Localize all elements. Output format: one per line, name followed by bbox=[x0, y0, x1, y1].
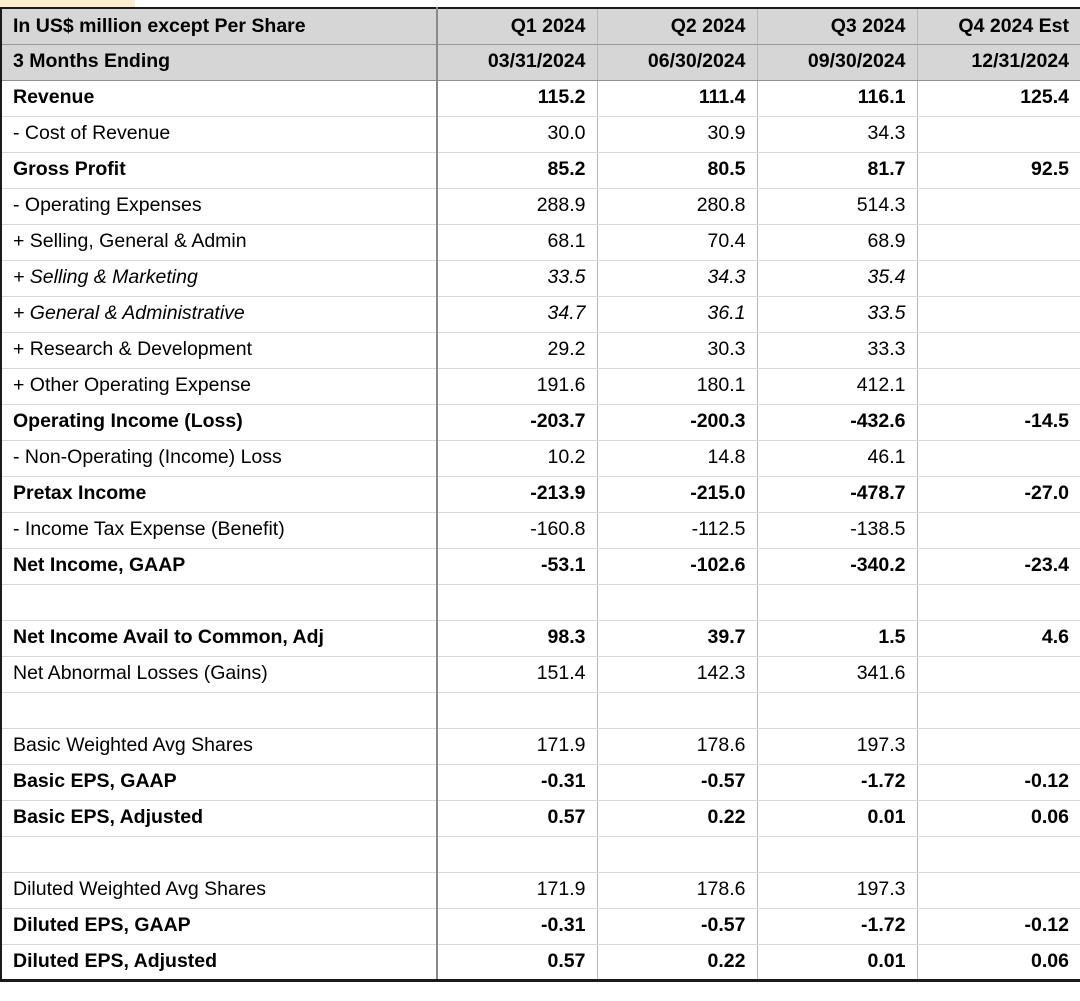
cell-value bbox=[917, 440, 1080, 476]
table-row bbox=[1, 764, 1080, 800]
row-label: Diluted EPS, Adjusted bbox=[1, 944, 437, 980]
table-row bbox=[1, 872, 1080, 908]
row-label: Revenue bbox=[1, 80, 437, 116]
cell-value: 514.3 bbox=[757, 188, 917, 224]
cell-value: -53.1 bbox=[437, 548, 597, 584]
cell-value: 0.57 bbox=[437, 800, 597, 836]
cell-value: 280.8 bbox=[597, 188, 757, 224]
cell-value bbox=[437, 836, 597, 872]
row-label: + Selling & Marketing bbox=[1, 260, 437, 296]
cell-value: 80.5 bbox=[597, 152, 757, 188]
column-header-q4-est: Q4 2024 Est bbox=[917, 8, 1080, 44]
cell-value: 178.6 bbox=[597, 728, 757, 764]
cell-value bbox=[917, 116, 1080, 152]
cell-value bbox=[917, 332, 1080, 368]
cell-value bbox=[757, 692, 917, 728]
row-label: Basic EPS, Adjusted bbox=[1, 800, 437, 836]
cell-value: -1.72 bbox=[757, 764, 917, 800]
row-label: Diluted EPS, GAAP bbox=[1, 908, 437, 944]
cell-value: 30.0 bbox=[437, 116, 597, 152]
cell-value: 115.2 bbox=[437, 80, 597, 116]
cell-value: 68.9 bbox=[757, 224, 917, 260]
row-label bbox=[1, 584, 437, 620]
cell-value: 85.2 bbox=[437, 152, 597, 188]
table-row bbox=[1, 440, 1080, 476]
table-spacer-row bbox=[1, 584, 1080, 620]
cell-value: 33.3 bbox=[757, 332, 917, 368]
table-row bbox=[1, 116, 1080, 152]
cell-value bbox=[917, 260, 1080, 296]
cell-value: 34.7 bbox=[437, 296, 597, 332]
cell-value: 0.06 bbox=[917, 944, 1080, 980]
row-label: - Non-Operating (Income) Loss bbox=[1, 440, 437, 476]
cell-value: 341.6 bbox=[757, 656, 917, 692]
units-label: In US$ million except Per Share bbox=[1, 8, 437, 44]
row-label: Gross Profit bbox=[1, 152, 437, 188]
cell-value bbox=[597, 584, 757, 620]
cell-value bbox=[917, 224, 1080, 260]
cell-value: -102.6 bbox=[597, 548, 757, 584]
cell-value bbox=[757, 836, 917, 872]
table-row bbox=[1, 188, 1080, 224]
cell-value: -138.5 bbox=[757, 512, 917, 548]
cell-value: 151.4 bbox=[437, 656, 597, 692]
row-label: Basic EPS, GAAP bbox=[1, 764, 437, 800]
cell-value: -432.6 bbox=[757, 404, 917, 440]
table-row bbox=[1, 476, 1080, 512]
row-label: - Income Tax Expense (Benefit) bbox=[1, 512, 437, 548]
cell-value: 1.5 bbox=[757, 620, 917, 656]
cell-value bbox=[917, 728, 1080, 764]
cell-value: 0.01 bbox=[757, 800, 917, 836]
period-date-q2: 06/30/2024 bbox=[597, 44, 757, 80]
cell-value: 142.3 bbox=[597, 656, 757, 692]
table-row bbox=[1, 80, 1080, 116]
cell-value: 39.7 bbox=[597, 620, 757, 656]
row-label: Diluted Weighted Avg Shares bbox=[1, 872, 437, 908]
table-row bbox=[1, 548, 1080, 584]
cell-value: 10.2 bbox=[437, 440, 597, 476]
cell-value: -0.57 bbox=[597, 908, 757, 944]
table-row bbox=[1, 296, 1080, 332]
cell-value: -23.4 bbox=[917, 548, 1080, 584]
table-spacer-row bbox=[1, 692, 1080, 728]
cell-value: 178.6 bbox=[597, 872, 757, 908]
cell-value: -0.12 bbox=[917, 908, 1080, 944]
cell-value: 92.5 bbox=[917, 152, 1080, 188]
cell-value: 197.3 bbox=[757, 872, 917, 908]
cell-value: 0.57 bbox=[437, 944, 597, 980]
period-date-q3: 09/30/2024 bbox=[757, 44, 917, 80]
cell-value: 36.1 bbox=[597, 296, 757, 332]
cell-value bbox=[597, 692, 757, 728]
cell-value bbox=[917, 368, 1080, 404]
cell-value: 68.1 bbox=[437, 224, 597, 260]
table-row bbox=[1, 224, 1080, 260]
cell-value: 30.3 bbox=[597, 332, 757, 368]
row-label: - Operating Expenses bbox=[1, 188, 437, 224]
cell-value bbox=[917, 188, 1080, 224]
table-body bbox=[1, 80, 1080, 980]
cell-value: 70.4 bbox=[597, 224, 757, 260]
cell-value: 4.6 bbox=[917, 620, 1080, 656]
row-label: Net Abnormal Losses (Gains) bbox=[1, 656, 437, 692]
cell-value: -215.0 bbox=[597, 476, 757, 512]
row-label: + Research & Development bbox=[1, 332, 437, 368]
table-row bbox=[1, 656, 1080, 692]
cell-value: 46.1 bbox=[757, 440, 917, 476]
header-row-period bbox=[1, 44, 1080, 80]
cell-value bbox=[917, 836, 1080, 872]
cell-value: 125.4 bbox=[917, 80, 1080, 116]
cell-value: 14.8 bbox=[597, 440, 757, 476]
cell-value: -213.9 bbox=[437, 476, 597, 512]
table-row bbox=[1, 908, 1080, 944]
cell-value: 191.6 bbox=[437, 368, 597, 404]
table-row bbox=[1, 260, 1080, 296]
table-row bbox=[1, 944, 1080, 980]
cell-value: 116.1 bbox=[757, 80, 917, 116]
cell-value: -0.12 bbox=[917, 764, 1080, 800]
table-header bbox=[1, 8, 1080, 80]
cell-value: 180.1 bbox=[597, 368, 757, 404]
cell-value bbox=[917, 692, 1080, 728]
cell-value: 30.9 bbox=[597, 116, 757, 152]
table-row bbox=[1, 368, 1080, 404]
cell-value: 111.4 bbox=[597, 80, 757, 116]
cell-value bbox=[597, 836, 757, 872]
cell-value: 197.3 bbox=[757, 728, 917, 764]
row-label: Basic Weighted Avg Shares bbox=[1, 728, 437, 764]
cell-value bbox=[437, 692, 597, 728]
period-label: 3 Months Ending bbox=[1, 44, 437, 80]
cell-value bbox=[917, 656, 1080, 692]
cell-value: 33.5 bbox=[757, 296, 917, 332]
cell-value: -200.3 bbox=[597, 404, 757, 440]
cell-value: -160.8 bbox=[437, 512, 597, 548]
cell-value: -1.72 bbox=[757, 908, 917, 944]
table-row bbox=[1, 404, 1080, 440]
cell-value: -112.5 bbox=[597, 512, 757, 548]
table-row bbox=[1, 332, 1080, 368]
period-date-q4: 12/31/2024 bbox=[917, 44, 1080, 80]
cell-value bbox=[757, 584, 917, 620]
financial-statement-table bbox=[0, 7, 1080, 982]
row-label: + General & Administrative bbox=[1, 296, 437, 332]
cell-value bbox=[437, 584, 597, 620]
cell-value: 35.4 bbox=[757, 260, 917, 296]
table-row bbox=[1, 728, 1080, 764]
cell-value: 171.9 bbox=[437, 872, 597, 908]
row-label bbox=[1, 692, 437, 728]
cell-value: 0.22 bbox=[597, 944, 757, 980]
cell-value: -0.31 bbox=[437, 764, 597, 800]
table-spacer-row bbox=[1, 836, 1080, 872]
table-row bbox=[1, 800, 1080, 836]
cell-value: -340.2 bbox=[757, 548, 917, 584]
cell-value: 34.3 bbox=[597, 260, 757, 296]
cell-value: 171.9 bbox=[437, 728, 597, 764]
header-row-title bbox=[1, 8, 1080, 44]
cell-value bbox=[917, 584, 1080, 620]
cell-value: -14.5 bbox=[917, 404, 1080, 440]
column-header-q1: Q1 2024 bbox=[437, 8, 597, 44]
cell-value: 0.01 bbox=[757, 944, 917, 980]
cell-value: 29.2 bbox=[437, 332, 597, 368]
row-label: + Other Operating Expense bbox=[1, 368, 437, 404]
cell-value bbox=[917, 872, 1080, 908]
row-label: Net Income Avail to Common, Adj bbox=[1, 620, 437, 656]
cell-value: -0.57 bbox=[597, 764, 757, 800]
row-label: Pretax Income bbox=[1, 476, 437, 512]
cell-value: 34.3 bbox=[757, 116, 917, 152]
row-label: + Selling, General & Admin bbox=[1, 224, 437, 260]
table-row bbox=[1, 620, 1080, 656]
table-row bbox=[1, 512, 1080, 548]
cell-value bbox=[917, 296, 1080, 332]
cell-value: -0.31 bbox=[437, 908, 597, 944]
cell-value: 412.1 bbox=[757, 368, 917, 404]
cell-value: -27.0 bbox=[917, 476, 1080, 512]
period-date-q1: 03/31/2024 bbox=[437, 44, 597, 80]
cell-value: 81.7 bbox=[757, 152, 917, 188]
row-label: - Cost of Revenue bbox=[1, 116, 437, 152]
column-header-q3: Q3 2024 bbox=[757, 8, 917, 44]
cell-value: 98.3 bbox=[437, 620, 597, 656]
cell-value bbox=[917, 512, 1080, 548]
table-row bbox=[1, 152, 1080, 188]
cell-value: 0.22 bbox=[597, 800, 757, 836]
cell-value: 33.5 bbox=[437, 260, 597, 296]
cell-value: 288.9 bbox=[437, 188, 597, 224]
row-label: Net Income, GAAP bbox=[1, 548, 437, 584]
row-label bbox=[1, 836, 437, 872]
cell-value: 0.06 bbox=[917, 800, 1080, 836]
cell-value: -478.7 bbox=[757, 476, 917, 512]
cell-value: -203.7 bbox=[437, 404, 597, 440]
row-label: Operating Income (Loss) bbox=[1, 404, 437, 440]
column-header-q2: Q2 2024 bbox=[597, 8, 757, 44]
